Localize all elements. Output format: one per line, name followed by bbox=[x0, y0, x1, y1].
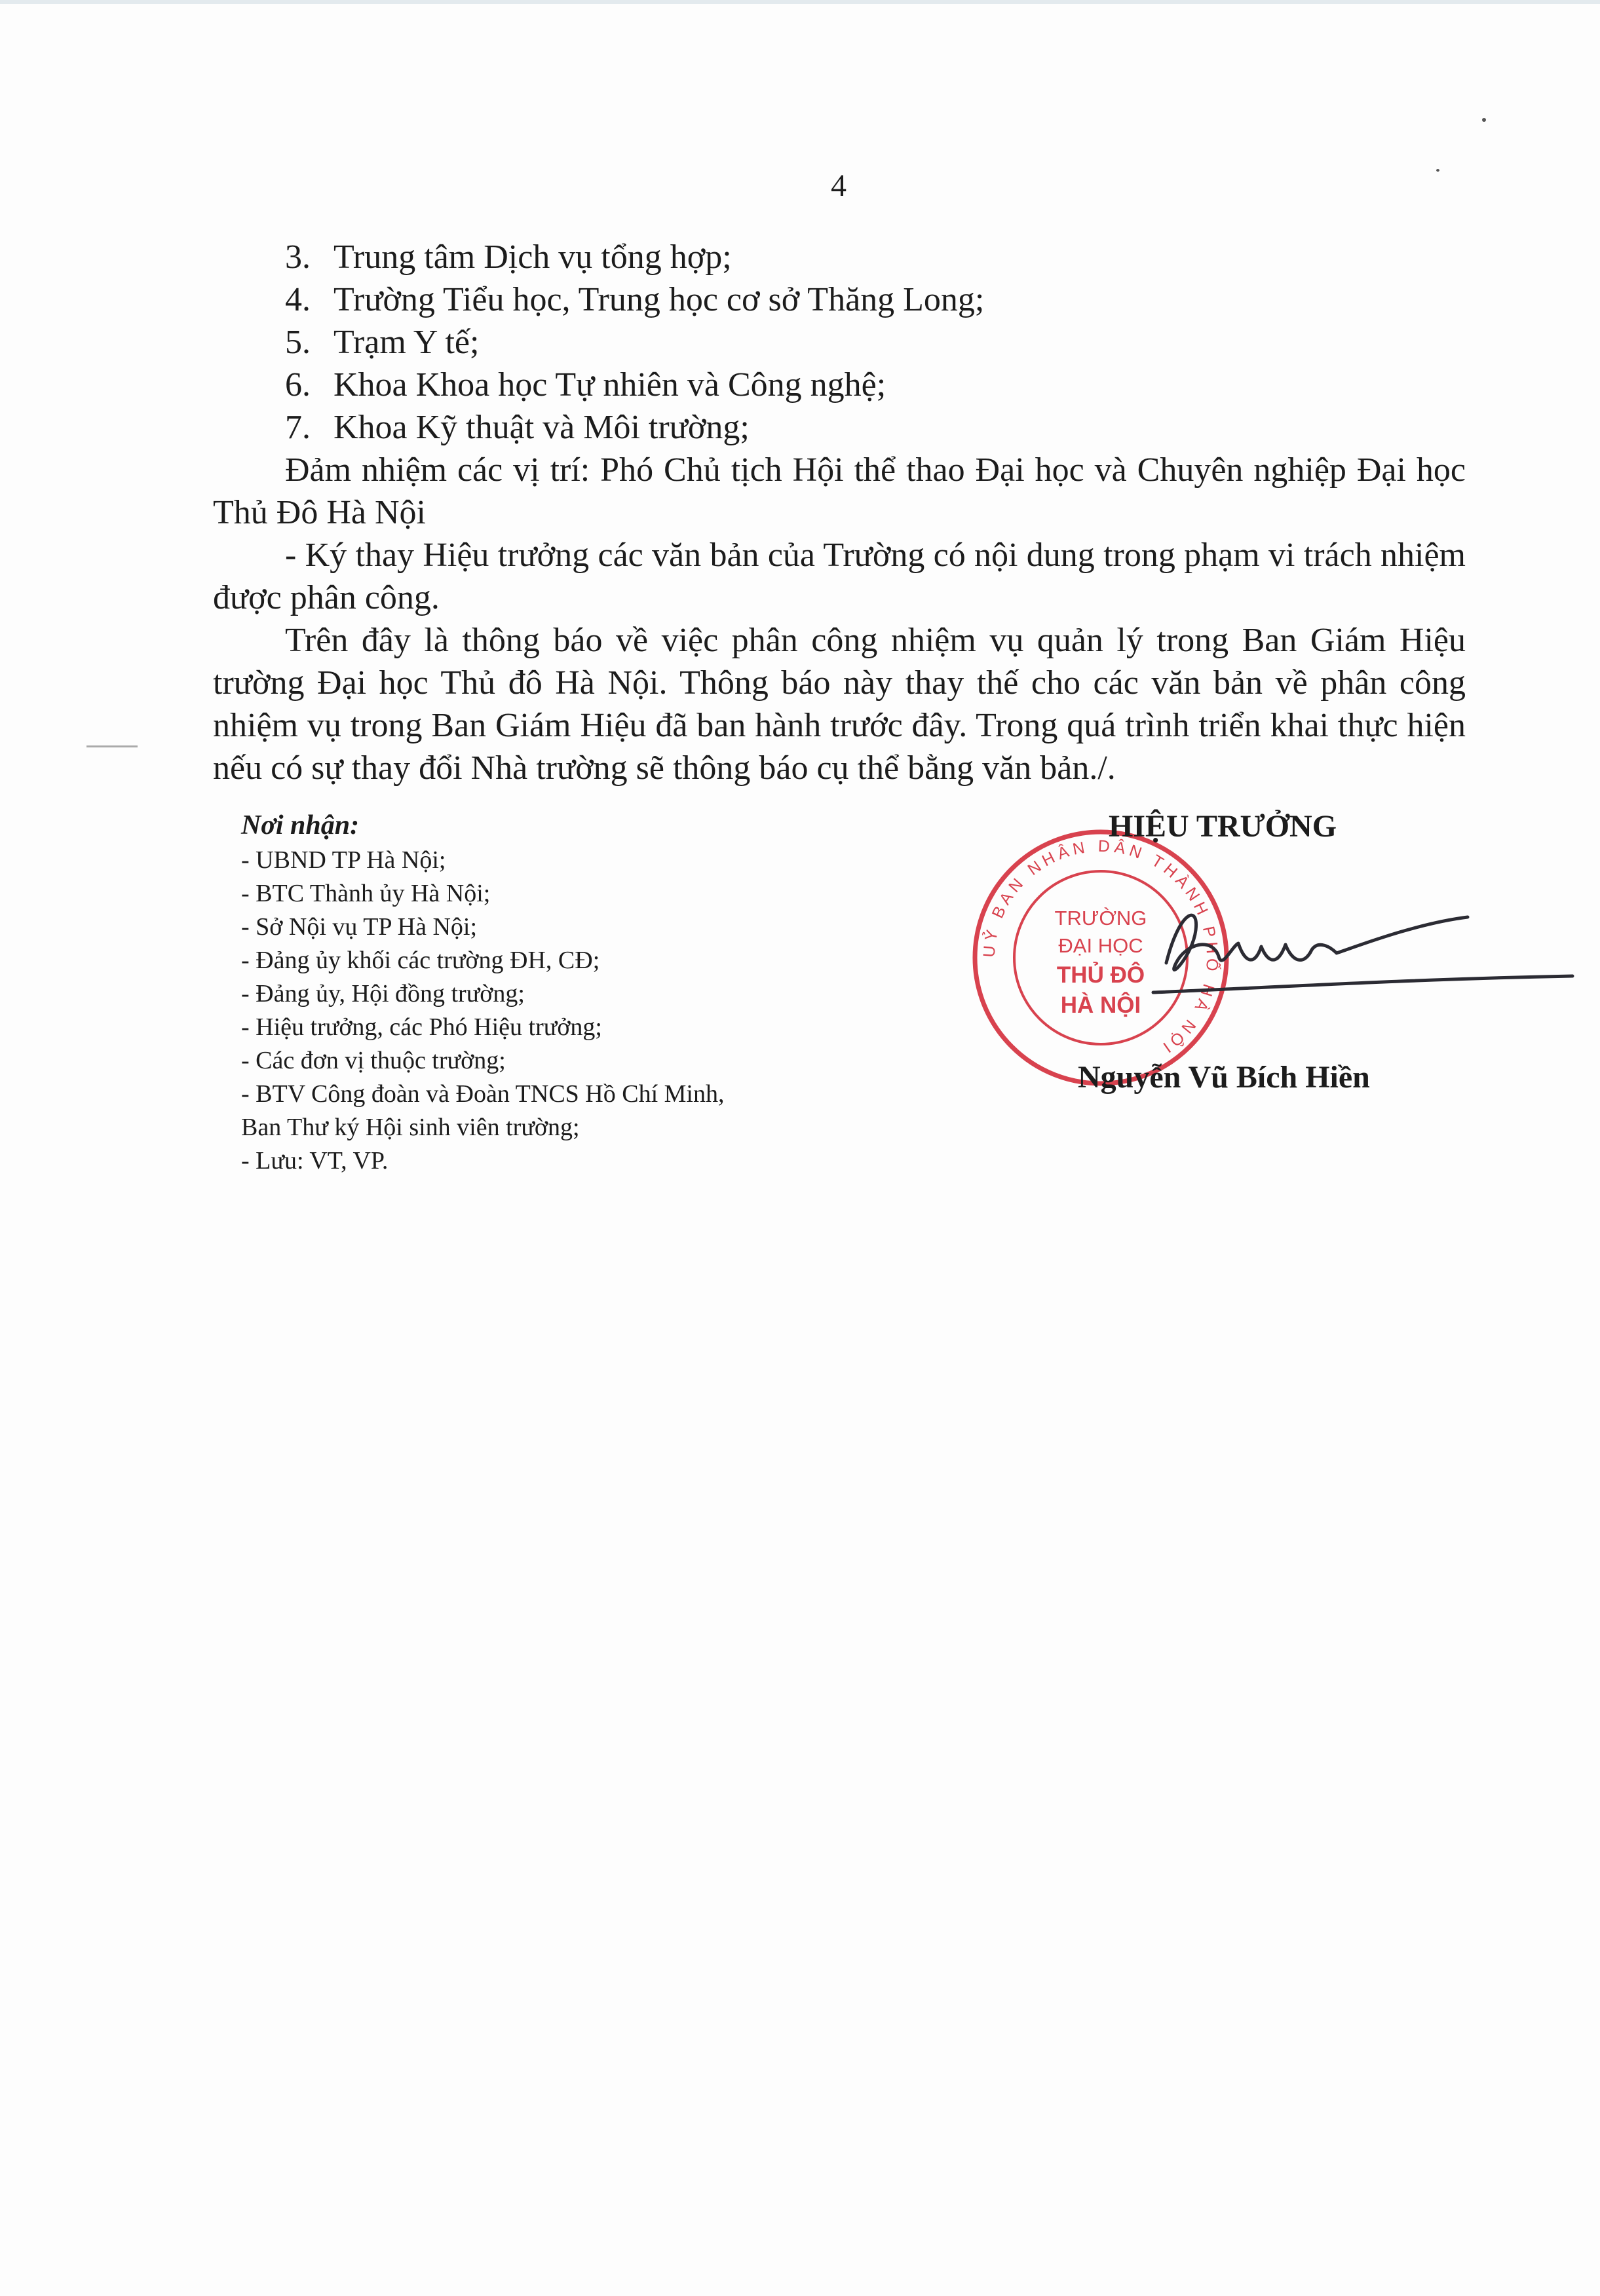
recipient-item: - Hiệu trưởng, các Phó Hiệu trưởng; bbox=[241, 1013, 602, 1041]
signing-paragraph: - Ký thay Hiệu trưởng các văn bản của Trường có nội dung trong phạm vi trách nhiệm được phân công. bbox=[213, 536, 1466, 616]
list-item: 4. Trường Tiểu học, Trung học cơ sở Thăng Long; bbox=[285, 281, 985, 318]
duties-paragraph: Đảm nhiệm các vị trí: Phó Chủ tịch Hội thể thao Đại học và Chuyên nghiệp Đại học Thủ Đô Hà Nội bbox=[213, 451, 1466, 531]
list-item: 7. Khoa Kỹ thuật và Môi trường; bbox=[285, 409, 750, 446]
scan-top-edge bbox=[0, 0, 1600, 4]
scan-speck bbox=[1482, 118, 1486, 122]
recipient-item: - BTC Thành ủy Hà Nội; bbox=[241, 880, 491, 907]
seal-text-line: HÀ NỘI bbox=[1060, 992, 1141, 1018]
recipient-item: - Lưu: VT, VP. bbox=[241, 1147, 389, 1175]
seal-text-line: TRƯỜNG bbox=[1054, 907, 1147, 930]
recipient-item: - Sở Nội vụ TP Hà Nội; bbox=[241, 913, 477, 941]
margin-mark bbox=[86, 745, 138, 747]
recipients-block bbox=[241, 807, 896, 1178]
list-item: 6. Khoa Khoa học Tự nhiên và Công nghệ; bbox=[285, 366, 886, 404]
recipient-item: - Đảng ủy, Hội đồng trường; bbox=[241, 980, 525, 1007]
page-number: 4 bbox=[831, 168, 847, 203]
recipient-item: - BTV Công đoàn và Đoàn TNCS Hồ Chí Minh, bbox=[241, 1080, 725, 1108]
seal-ring-text: UỶ BAN NHÂN DÂN THÀNH PHỐ HÀ NỘI bbox=[980, 837, 1222, 1059]
recipient-item: Ban Thư ký Hội sinh viên trường; bbox=[241, 1114, 580, 1141]
signer-title: HIỆU TRƯỞNG bbox=[1109, 809, 1337, 844]
closing-paragraph: Trên đây là thông báo về việc phân công nhiệm vụ quản lý trong Ban Giám Hiệu trường Đại học Thủ đô Hà Nội. Thông báo này thay thế cho các văn bản về phân công nhiệm vụ trong Ban Giám Hiệu đã ban hành trước đây. Trong quá trình triển khai thực hiện nếu có sự thay đổi Nhà trường sẽ thông báo cụ thể bằng văn bản./. bbox=[213, 622, 1466, 787]
seal-text-line: ĐẠI HỌC bbox=[1058, 934, 1143, 957]
signer-name: Nguyễn Vũ Bích Hiền bbox=[1078, 1060, 1370, 1095]
recipients-title: Nơi nhận: bbox=[241, 810, 360, 840]
recipients-list bbox=[241, 844, 896, 1178]
list-item: 3. Trung tâm Dịch vụ tổng hợp; bbox=[285, 238, 732, 276]
recipient-item: - UBND TP Hà Nội; bbox=[241, 846, 446, 874]
seal-text-line: THỦ ĐÔ bbox=[1056, 962, 1145, 988]
recipient-item: - Các đơn vị thuộc trường; bbox=[241, 1047, 506, 1074]
list-item: 5. Trạm Y tế; bbox=[285, 324, 480, 361]
body-text bbox=[213, 236, 1466, 789]
handwritten-signature bbox=[1140, 884, 1586, 1015]
recipient-item: - Đảng ủy khối các trường ĐH, CĐ; bbox=[241, 947, 600, 974]
